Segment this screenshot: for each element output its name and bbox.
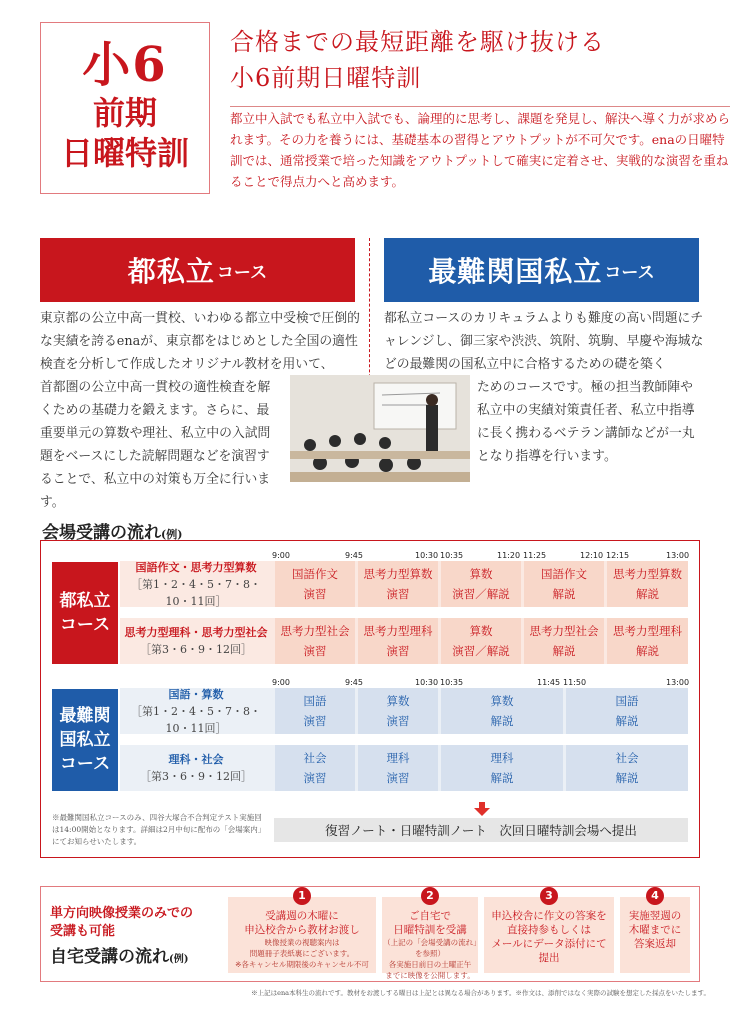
cell-type: 演習 <box>386 644 410 658</box>
step-main: 申込校舎に作文の答案を 直接持参もしくは メールにデータ添付にて 提出 <box>491 910 607 964</box>
headline-1: 合格までの最短距離を駆け抜ける <box>230 28 605 56</box>
flow-note: ※最難関国私立コースのみ、四谷大塚合不合判定テスト実施回は14:00開始となります。詳細は2月中旬に配布の「会場案内」にてお知らせいたします。 <box>52 813 262 846</box>
schedule-row-head <box>120 561 272 607</box>
cell-subject: 思考力型算数 <box>613 567 682 581</box>
time-label: 12:10 <box>580 551 604 560</box>
cell-subject: 国語作文 <box>541 567 587 581</box>
cell-type: 解説 <box>490 714 514 728</box>
schedule-cell <box>441 561 521 607</box>
cell-type: 解説 <box>552 587 576 601</box>
label-line: 国私立 <box>59 730 111 750</box>
title-term: 前期 <box>92 94 157 132</box>
headline-2: 小6前期日曜特訓 <box>230 64 422 92</box>
home-step-3 <box>484 889 614 973</box>
cell-type: 解説 <box>615 714 639 728</box>
time-label: 10:35 <box>440 678 464 687</box>
cell-type: 解説 <box>615 771 639 785</box>
course-suffix: コース <box>604 262 655 283</box>
schedule-cell <box>441 745 563 791</box>
row-sessions: ［第1・2・4・5・7・8・10・11回］ <box>131 577 261 608</box>
cell-type: 演習 <box>303 714 327 728</box>
row-sessions: ［第1・2・4・5・7・8・10・11回］ <box>131 704 261 735</box>
schedule-cell <box>358 745 438 791</box>
cell-subject: 思考力型理科 <box>613 624 682 638</box>
schedule-cell <box>524 618 604 664</box>
schedule-cell <box>275 561 355 607</box>
time-label: 10:30 <box>415 551 439 560</box>
cell-subject: 理科 <box>386 751 410 765</box>
time-label: 13:00 <box>666 551 690 560</box>
schedule-cell <box>441 688 563 734</box>
down-arrow-icon <box>474 802 490 816</box>
course-desc-red-top: 東京都の公立中高一貫校、いわゆる都立中受検で圧倒的な実績を誇るenaが、東京都をはじめとした全国の適性検査を分析して作成したオリジナル教材を用いて、 <box>40 311 360 372</box>
cell-subject: 思考力型社会 <box>529 624 599 638</box>
step-number: 2 <box>421 887 439 905</box>
cell-type: 解説 <box>636 587 659 601</box>
cell-subject: 国語 <box>303 694 327 708</box>
cell-subject: 社会 <box>303 751 327 765</box>
cell-subject: 算数 <box>469 567 493 581</box>
home-step-2 <box>382 889 478 980</box>
cell-type: 演習 <box>386 714 410 728</box>
home-title-example: (例) <box>169 954 189 965</box>
step-number: 1 <box>293 887 311 905</box>
time-label: 13:00 <box>666 678 690 687</box>
cell-type: 演習 <box>303 587 327 601</box>
headline-divider <box>230 106 730 107</box>
cell-type: 演習 <box>386 587 410 601</box>
time-label: 9:00 <box>272 678 290 687</box>
step-note: （上記の「会場受講の流れ」を参照） 各実施日前日の土曜正午 までに映像を公開します。 <box>383 938 477 980</box>
row-subjects: 国語・算数 <box>168 687 224 701</box>
time-label: 11:50 <box>563 678 587 687</box>
time-label: 10:35 <box>440 551 464 560</box>
schedule-cell <box>607 561 688 607</box>
cell-type: 解説 <box>636 644 659 658</box>
home-step-1 <box>228 889 376 973</box>
cell-subject: 理科 <box>490 751 514 765</box>
row-sessions: ［第3・6・9・12回］ <box>140 643 252 656</box>
time-label: 12:15 <box>606 551 630 560</box>
home-subtitle-line: 単方向映像授業のみでの <box>50 906 194 921</box>
schedule-cell <box>275 745 355 791</box>
time-label: 11:45 <box>537 678 561 687</box>
schedule-row-head <box>120 688 272 734</box>
course-desc-blue-bottom: ためのコースです。極の担当教師陣や私立中の実績対策責任者、私立中指導に長く携わるベテラン講師などが一丸となり指導を行います。 <box>477 380 695 464</box>
bottom-note: ※上記はena本科生の流れです。教材をお渡しする曜日は上記とは異なる場合があります。※作文は、添削ではなく実際の試験を想定した採点をいたします。 <box>251 989 710 997</box>
cell-subject: 思考力型算数 <box>363 567 433 581</box>
cell-subject: 算数 <box>386 694 410 708</box>
classroom-photo <box>290 375 470 482</box>
schedule-cell <box>275 618 355 664</box>
cell-subject: 算数 <box>469 624 493 638</box>
cell-subject: 思考力型理科 <box>363 624 433 638</box>
schedule-cell <box>524 561 604 607</box>
step-main: ご自宅で 日曜特訓を受講 <box>393 910 467 936</box>
schedule-cell <box>566 688 688 734</box>
course-name: 都私立 <box>127 255 215 288</box>
time-label: 9:45 <box>345 678 363 687</box>
course-desc-red-bottom: 首都圏の公立中高一貫校の適性検査を解くための基礎力を鍛えます。さらに、最重要単元の算数や理社、私立中の入試問題をベースにした読解問題などを演習することで、私立中の対策も万全に行います。 <box>40 380 271 510</box>
course-banner-sainankan <box>384 238 699 302</box>
flow-label-sainankan <box>52 689 118 791</box>
title-box <box>40 22 210 194</box>
step-main: 受講週の木曜に 申込校舎から教材お渡し <box>244 910 360 936</box>
submission-bar: 復習ノート・日曜特訓ノート 次回日曜特訓会場へ提出 <box>274 818 688 842</box>
flow-label-toshiritsu <box>52 562 118 664</box>
course-banner-toshiritsu <box>40 238 355 302</box>
home-subtitle <box>50 905 193 941</box>
flow-title-text: 会場受講の流れ <box>42 523 161 543</box>
time-label: 9:45 <box>345 551 363 560</box>
course-desc-blue-top: 都私立コースのカリキュラムよりも難度の高い問題にチャレンジし、御三家や渋渋、筑附、筑駒、早慶や海城などの最難関の国私立中に合格するための礎を築く <box>384 311 704 372</box>
cell-type: 演習 <box>303 771 327 785</box>
cell-type: 演習／解説 <box>452 587 510 601</box>
home-title-text: 自宅受講の流れ <box>50 947 169 967</box>
step-number: 3 <box>540 887 558 905</box>
time-label: 10:30 <box>415 678 439 687</box>
course-suffix: コース <box>216 262 268 283</box>
schedule-row-head <box>120 745 272 791</box>
home-step-4 <box>620 889 690 973</box>
cell-type: 解説 <box>490 771 514 785</box>
row-subjects: 思考力型理科・思考力型社会 <box>124 626 268 639</box>
course-name: 最難関国私立 <box>428 255 603 288</box>
schedule-cell <box>441 618 521 664</box>
schedule-cell <box>358 618 438 664</box>
step-main: 実施翌週の 木曜までに 答案返却 <box>628 910 682 950</box>
schedule-cell <box>358 688 438 734</box>
intro-text: 都立中入試でも私立中入試でも、論理的に思考し、課題を発見し、解決へ導く力が求められます。その力を養うには、基礎基本の習得とアウトプットが不可欠です。enaの日曜特訓では、通常授業で培った知識をアウトプットして確実に定着させ、実戦的な演習を重ねることで得点力へと高めます。 <box>230 111 731 189</box>
title-grade: 小6 <box>82 37 168 93</box>
schedule-cell <box>275 688 355 734</box>
title-program: 日曜特訓 <box>60 134 189 172</box>
label-line: コース <box>59 754 111 774</box>
label-line: コース <box>59 615 111 635</box>
cell-subject: 国語作文 <box>292 567 338 581</box>
headline-block <box>230 26 730 192</box>
time-label: 11:25 <box>523 551 547 560</box>
row-sessions: ［第3・6・9・12回］ <box>140 770 252 783</box>
row-subjects: 国語作文・思考力型算数 <box>135 560 257 574</box>
row-subjects: 理科・社会 <box>168 753 224 766</box>
cell-type: 演習／解説 <box>452 644 510 658</box>
schedule-row-head <box>120 618 272 664</box>
cell-subject: 国語 <box>615 694 639 708</box>
home-subtitle-line: 受講も可能 <box>50 924 116 939</box>
flow-title-example: (例) <box>161 528 183 541</box>
label-line: 都私立 <box>59 591 111 611</box>
schedule-cell <box>607 618 688 664</box>
step-number: 4 <box>646 887 664 905</box>
cell-type: 解説 <box>552 644 576 658</box>
label-line: 最難関 <box>59 706 111 726</box>
schedule-cell <box>358 561 438 607</box>
cell-type: 演習 <box>303 644 327 658</box>
home-title <box>50 942 188 967</box>
cell-subject: 思考力型社会 <box>280 624 350 638</box>
schedule-cell <box>566 745 688 791</box>
time-label: 11:20 <box>497 551 521 560</box>
time-label: 9:00 <box>272 551 290 560</box>
cell-subject: 算数 <box>490 694 514 708</box>
cell-subject: 社会 <box>615 751 639 765</box>
cell-type: 演習 <box>386 771 410 785</box>
step-note: 映像授業の視聴案内は 問題冊子表紙裏にございます。 ※各キャンセル期限後のキャンセル不可 <box>235 938 369 969</box>
